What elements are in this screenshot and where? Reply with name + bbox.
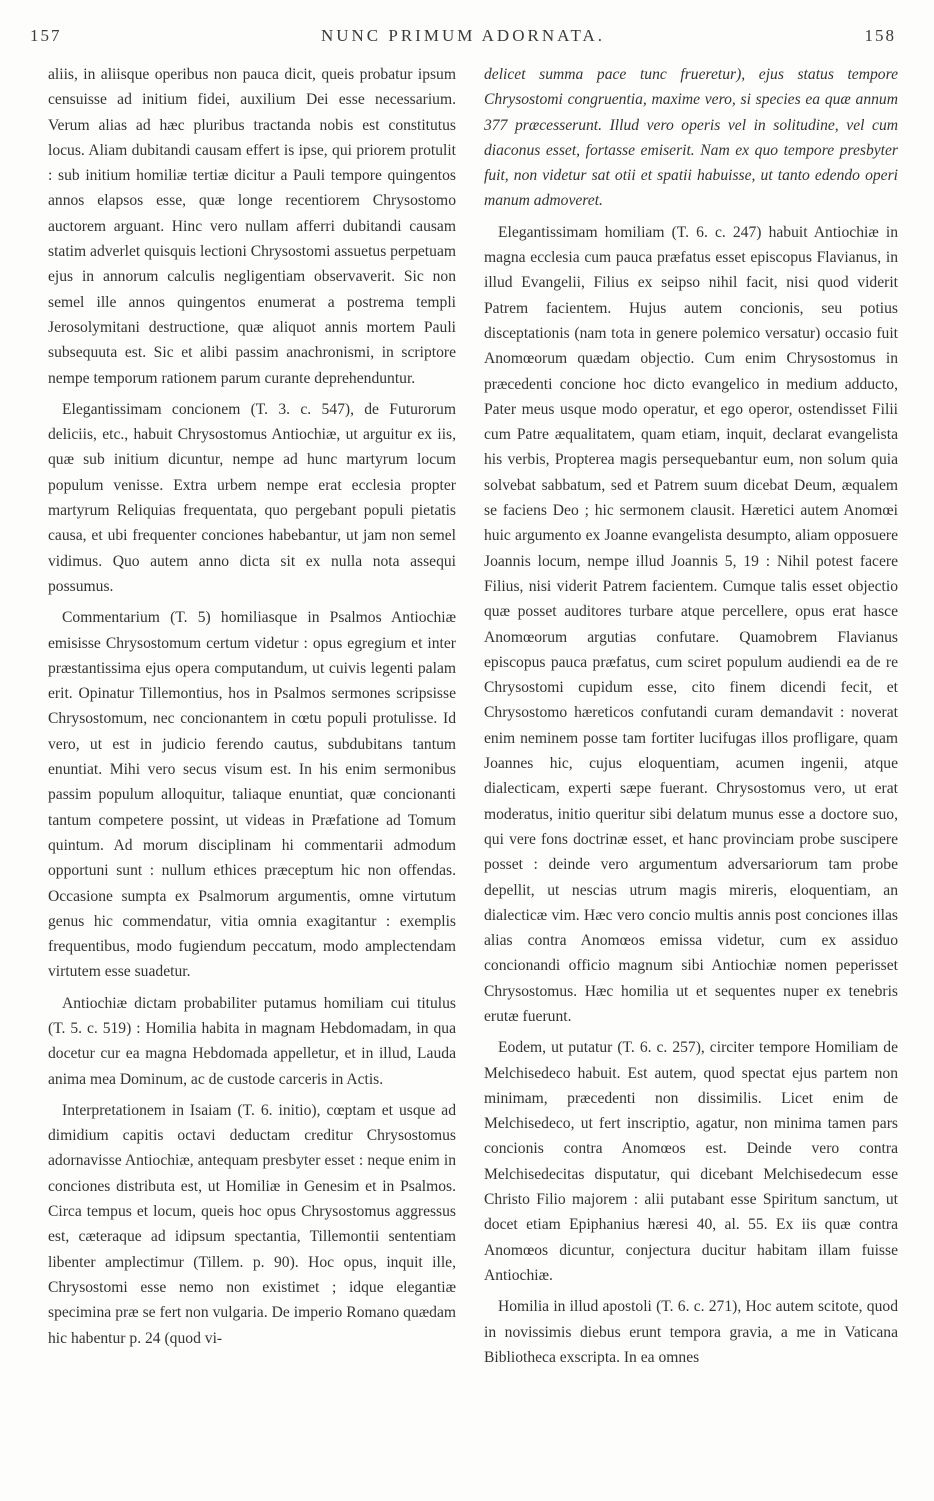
running-title: NUNC PRIMUM ADORNATA. <box>320 26 606 45</box>
right-column <box>484 62 898 1376</box>
page-header <box>30 26 896 52</box>
paragraph: aliis, in aliisque operibus non pauca dicit, queis probatur ipsum censuisse ad initium fidei, auxilium Dei esse necessarium. Verum alias ad hæc pluribus tractanda nobis est constitutus locus. Aliam dubitandi causam effert is ipse, qui priorem protulit : sub initium homiliæ tertiæ dicitur a Pauli tempore quingentos annos elapsos esse, quæ longe recentiorem Chrysostomo auctorem arguant. Hinc vero nullam afferri dubitandi causam statim adverlet quisquis lectioni Chrysostomi assuetus perpetuam ejus in annorum calculis negligentiam observaverit. Sic non semel ille annos quingentos enumerat a postrema templi Jerosolymitani destructione, quæ aliquot annis mortem Pauli subsequuta est. Sic et alibi passim anachronismi, in scriptore nempe temporum rationem parum curante deprehenduntur. <box>48 66 456 387</box>
page-number-left: 157 <box>30 26 62 45</box>
paragraph: delicet summa pace tunc frueretur), ejus status tempore Chrysostomi congruentia, maxime vero, si species ea quæ annum 377 præcesserunt. Illud vero operis vel in solitudine, vel cum diaconus esset, fortasse emiserit. Nam ex quo tempore presbyter fuit, non videtur sat otii et spatii habuisse, ut tanto edendo operi manum admoveret. <box>484 66 898 210</box>
paragraph: Interpretationem in Isaiam (T. 6. initio), cœptam et usque ad dimidium capitis octavi deductam creditur Chrysostomus adornavisse Antiochiæ, antequam presbyter esset : neque enim in conciones distributa est, ut Homiliæ in Genesim et in Psalmos. Circa tempus et locum, queis hoc opus Chrysostomus aggressus est, cæteraque ad idipsum spectantia, Tillemontii sententiam libenter amplectimur (Tillem. p. 90). Hoc opus, inquit ille, Chrysostomi esse nemo non existimet ; idque elegantiæ specimina præ se fert non vulgaria. De imperio Romano quædam hic habentur p. 24 (quod vi- <box>48 1101 456 1347</box>
paragraph: Elegantissimam concionem (T. 3. c. 547), de Futurorum deliciis, etc., habuit Chrysostomus Antiochiæ, ut arguitur ex iis, quæ sub initium dicuntur, nempe ad hunc martyrum locum populum venisse. Extra urbem nempe erat ecclesia propter martyrum Reliquias frequentata, quo pergebant populi pietatis causa, et ubi frequenter conciones habebantur, ut jam non semel vidimus. Quo autem anno dicta sit ex nulla nota assequi possumus. <box>48 400 456 595</box>
paragraph: Elegantissimam homiliam (T. 6. c. 247) habuit Antiochiæ in magna ecclesia cum pauca præfatus esset episcopus Flavianus, in illud Evangelii, Filius ex seipso nihil facit, nisi quod viderit Patrem facientem. Hujus autem concionis, seu potius disceptationis (nam tota in genere polemico versatur) occasio fuit Anomœorum quædam objectio. Cum enim Chrysostomus in præcedenti concione hoc dicto evangelico in medium adducto, Pater meus usque modo operatur, et ego operor, ostendisset Filii cum Patre æqualitatem, quam etiam, inquit, declarat evangelista his verbis, Propterea magis persequebantur eum, non solum quia solvebat sabbatum, sed et Patrem suum dicebat Deum, æqualem se faciens Deo ; hic sermonem clausit. Hæretici autem Anomœi huic argumento ex Joanne evangelista desumpto, aliam opposuere Joannis locum, nempe illud Joannis 5, 19 : Nihil potest facere Filius, nisi viderit Patrem facientem. Cumque talis esset objectio quæ posset auditores turbare atque percellere, opus erat hasce Anomœorum argutias confutare. Quamobrem Flavianus episcopus pauca præfatus, cum sciret populum audiendi ea de re Chrysostomi cupidum esse, cito finem dicendi fecit, et Chrysostomo hæreticos confutandi curam demandavit : noverat enim neminem posse tam fortiter lucifugas illos profligare, quam Joannes hic, cujus eloquentiam, acumen ingenii, atque dialecticam, experti sæpe fuerant. Chrysostomus vero, ut erat moderatus, initio queritur sibi delatum munus esse a doctore suo, qui vere fons doctrinæ esset, et hanc provinciam probe suscipere posset : deinde vero argumentum adversariorum tam probe depellit, ut nescias utrum magis mireris, eloquentiam, an dialecticæ vim. Hæc vero concio multis annis post conciones illas alias contra Anomœos emissa videtur, cum ex assiduo concionandi officio magnum sibi Antiochiæ nomen peperisset Chrysostomus. Hæc homilia ut et sequentes nuper ex tenebris erutæ fuerunt. <box>484 223 898 1025</box>
paragraph: Antiochiæ dictam probabiliter putamus homiliam cui titulus (T. 5. c. 519) : Homilia habita in magnam Hebdomadam, in qua docetur cur ea magna Hebdomada appelletur, et in illud, Lauda anima mea Dominum, ac de custode carceris in Actis. <box>48 994 456 1088</box>
paragraph: Eodem, ut putatur (T. 6. c. 257), circiter tempore Homiliam de Melchisedeco habuit. Est autem, quod spectat ejus partem non minimam, præcedenti non dissimilis. Licet enim de Melchisedeco, ut fert inscriptio, agatur, non minima tamen pars concionis contra Anomœos est. Deinde vero contra Melchisedecitas disputatur, qui dicebant Melchisedecum esse Christo Filio majorem : alii putabant esse Spiritum sanctum, ut docet etiam Epiphanius hæresi 40, al. 55. Ex iis quæ contra Anomœos dicuntur, conjectura ducitur habitam illam fuisse Antiochiæ. <box>484 1039 898 1284</box>
paragraph: Homilia in illud apostoli (T. 6. c. 271), Hoc autem scitote, quod in novissimis diebus erunt tempora gravia, a me in Vaticana Bibliotheca exscripta. In ea omnes <box>484 1298 898 1366</box>
paragraph: Commentarium (T. 5) homiliasque in Psalmos Antiochiæ emisisse Chrysostomum certum videtur : opus egregium et inter præstantissima ejus opera computandum, ut cuivis legenti palam erit. Opinatur Tillemontius, hos in Psalmos sermones scripsisse Chrysostomum, nec concionantem in cœtu populi protulisse. Id vero, ut est in judicio ferendo cautus, subdubitans tantum enuntiat. Mihi vero secus visum est. In his enim sermonibus passim populum alloquitur, taliaque enuntiat, quæ concionanti tantum competere possint, ut videas in Præfatione ad Tomum quintum. Ad morum disciplinam hi commentarii admodum opportuni sunt : nullum ethices præceptum hic non offendas. Occasione sumpta ex Psalmorum argumentis, omne virtutum genus hic commendatur, vitia omnia exagitantur : exemplis frequentibus, modo fugiendum peccatum, modo amplectendam virtutem esse suadetur. <box>48 609 456 981</box>
left-column <box>48 62 456 1357</box>
page-number-right: 158 <box>864 26 896 45</box>
